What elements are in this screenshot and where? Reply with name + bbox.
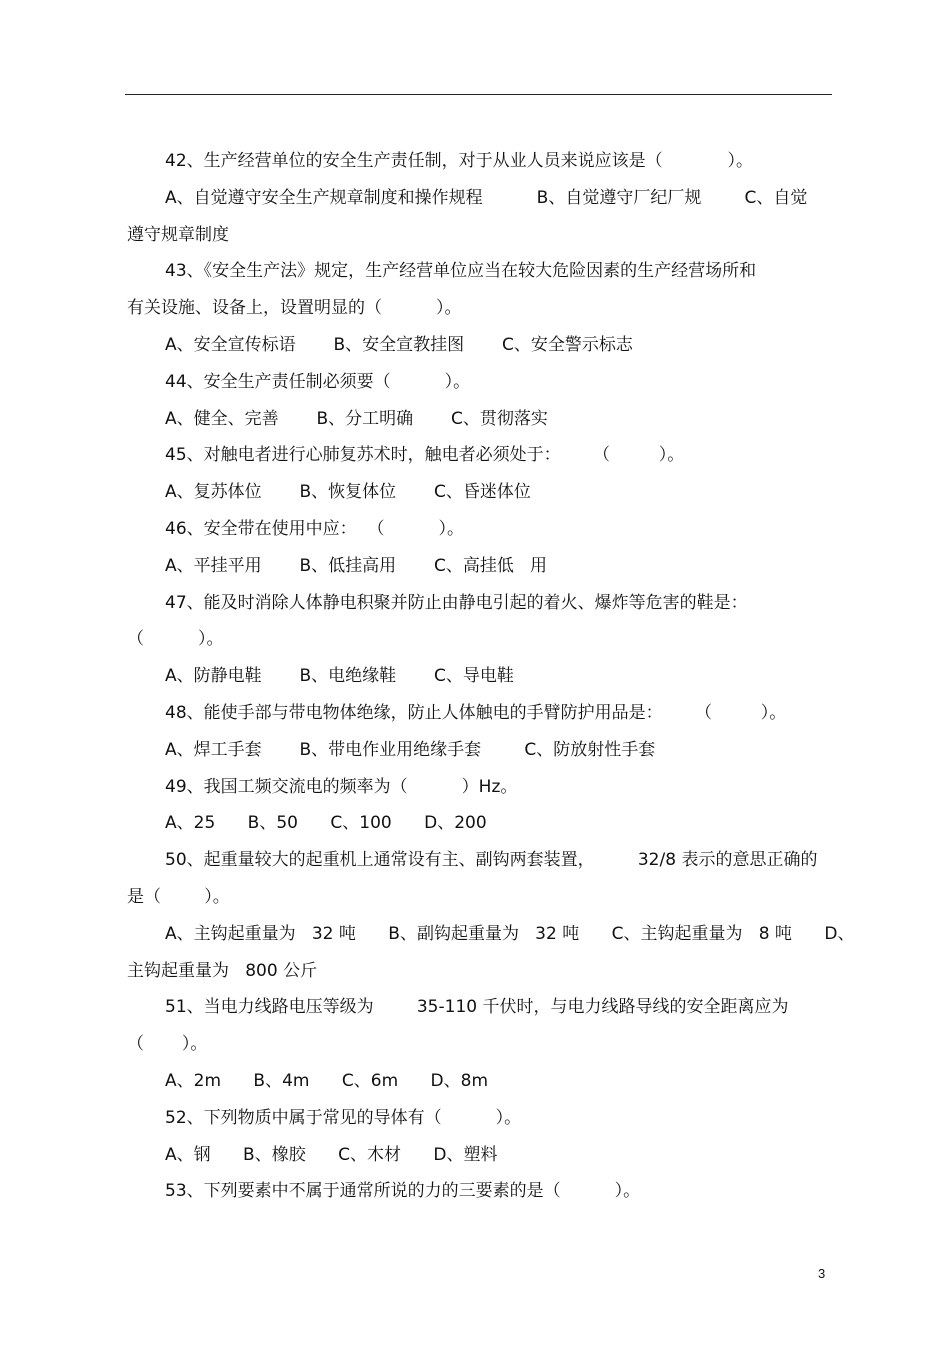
- question-53: 53、下列要素中不属于通常所说的力的三要素的是（ ）。: [165, 1181, 641, 1202]
- question-42-options: A、自觉遵守安全生产规章制度和操作规程 B、自觉遵守厂纪厂规 C、自觉: [165, 187, 808, 208]
- question-50: 50、起重量较大的起重机上通常设有主、副钩两套装置， 32/8 表示的意思正确的: [165, 850, 818, 871]
- question-50-options: A、主钩起重量为 32 吨 B、副钩起重量为 32 吨 C、主钩起重量为 8 吨 D、: [165, 923, 855, 944]
- question-46-options: A、平挂平用 B、低挂高用 C、高挂低 用: [165, 555, 548, 576]
- question-51-cont: （ ）。: [127, 1034, 208, 1055]
- question-51-options: A、2m B、4m C、6m D、8m: [165, 1070, 489, 1091]
- question-49-options: A、25 B、50 C、100 D、200: [165, 813, 487, 834]
- page-number: 3: [818, 1266, 826, 1281]
- question-48-options: A、焊工手套 B、带电作业用绝缘手套 C、防放射性手套: [165, 739, 656, 760]
- question-47: 47、能及时消除人体静电积聚并防止由静电引起的着火、爆炸等危害的鞋是：: [165, 592, 748, 613]
- question-43: 43、《安全生产法》规定，生产经营单位应当在较大危险因素的生产经营场所和: [165, 261, 757, 282]
- question-51: 51、当电力线路电压等级为 35-110 千伏时，与电力线路导线的安全距离应为: [165, 997, 789, 1018]
- question-43-cont: 有关设施、设备上，设置明显的（ ）。: [127, 298, 462, 319]
- question-43-options: A、安全宣传标语 B、安全宣教挂图 C、安全警示标志: [165, 334, 633, 355]
- question-45: 45、对触电者进行心肺复苏术时，触电者必须处于： （ ）。: [165, 445, 685, 466]
- question-46: 46、安全带在使用中应： （ ）。: [165, 518, 464, 539]
- question-52: 52、下列物质中属于常见的导体有（ ）。: [165, 1107, 522, 1128]
- question-50-options-cont: 主钩起重量为 800 公斤: [127, 960, 318, 981]
- question-50-cont: 是（ ）。: [127, 886, 230, 907]
- question-44: 44、安全生产责任制必须要（ ）。: [165, 371, 471, 392]
- header-rule: [125, 94, 832, 95]
- question-47-options: A、防静电鞋 B、电绝缘鞋 C、导电鞋: [165, 666, 514, 687]
- question-44-options: A、健全、完善 B、分工明确 C、贯彻落实: [165, 408, 548, 429]
- question-52-options: A、钢 B、橡胶 C、木材 D、塑料: [165, 1144, 498, 1165]
- question-42-options-cont: 遵守规章制度: [127, 224, 229, 245]
- document-body: [127, 143, 855, 1210]
- question-49: 49、我国工频交流电的频率为（ ）Hz。: [165, 776, 518, 797]
- question-47-cont: （ ）。: [127, 629, 224, 650]
- question-42: 42、生产经营单位的安全生产责任制，对于从业人员来说应该是（ ）。: [165, 151, 753, 171]
- question-48: 48、能使手部与带电物体绝缘，防止人体触电的手臂防护用品是： （ ）。: [165, 702, 787, 723]
- question-45-options: A、复苏体位 B、恢复体位 C、昏迷体位: [165, 482, 531, 503]
